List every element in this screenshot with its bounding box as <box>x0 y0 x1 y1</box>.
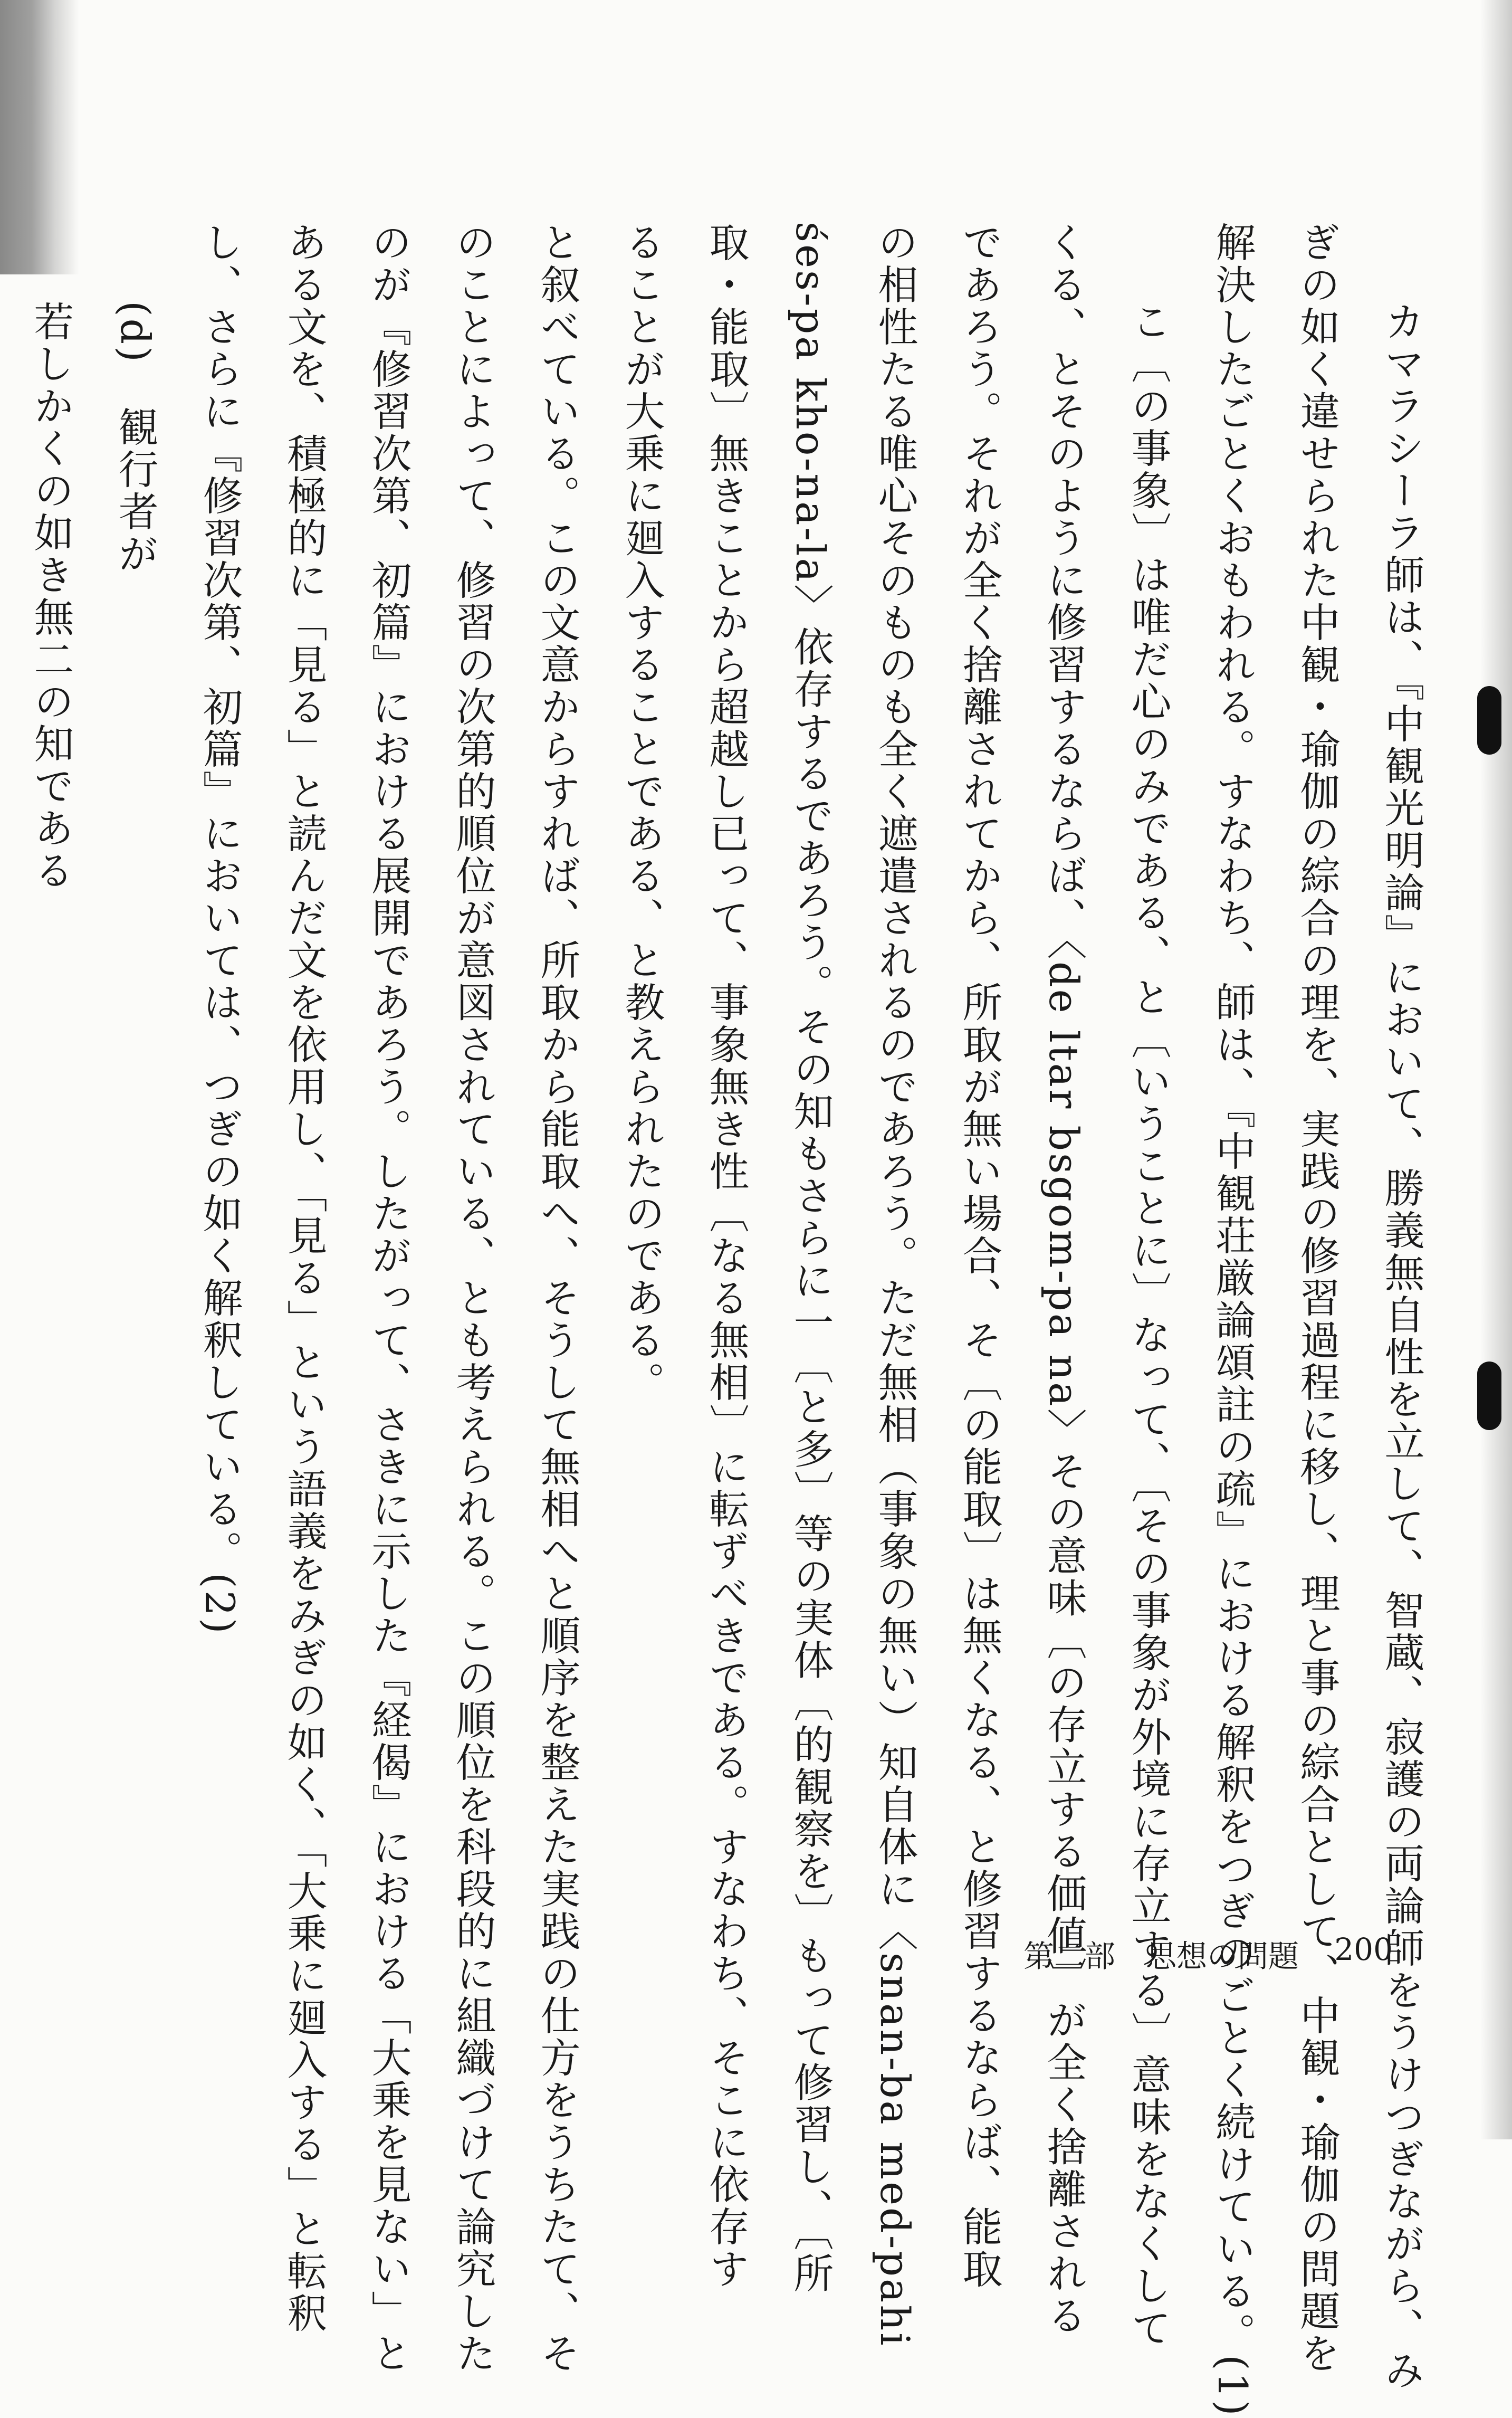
text-line: カマラシーラ師は、『中観光明論』において、勝義無自性を立して、智蔵、寂護の両論師をうけつぎながら、み <box>1378 301 1425 2392</box>
text-line: くる、とそのように修習するならば、〈de ltar bsgom-pa na〉その意味〔の存立する価値〕が全く捨離される <box>1040 222 1087 2337</box>
punch-hole-icon <box>1477 686 1501 755</box>
scan-shadow-right <box>1480 0 1512 2139</box>
page-footer <box>1023 1931 1393 1976</box>
text-line: (d) 観行者が <box>112 301 159 575</box>
text-line: 解決したごとくおもわれる。すなわち、師は、『中観荘厳論頌註の疏』における解釈をつぎのごとく続けている。(1) <box>1209 222 1256 2418</box>
punch-hole-icon <box>1477 1362 1501 1430</box>
text-line: ぎの如く違せられた中観・瑜伽の綜合の理を、実践の修習過程に移し、理と事の綜合として、中観・瑜伽の問題を <box>1294 222 1341 2375</box>
text-line: ることが大乗に廻入することである、と教えられたのである。 <box>618 222 665 1404</box>
text-line: し、さらに『修習次第、初篇』においては、つぎの如く解釈している。(2) <box>196 222 243 1636</box>
text-line: 取・能取〕無きことから超越し已って、事象無き性〔なる無相〕に転ずべきである。すなわち、そこに依存す <box>703 222 750 2290</box>
text-line: ある文を、積極的に「見る」と読んだ文を依用し、「見る」という語義をみぎの如く、「大乗に廻入する」と転釈 <box>281 222 328 2335</box>
text-line: 若しかくの如き無二の知である <box>27 301 74 892</box>
page-number: 200 <box>1334 1931 1393 1967</box>
running-header: 第二部 思想の問題 <box>1023 1938 1299 1974</box>
text-line: と叙べている。この文意からすれば、所取から能取へ、そうして無相へと順序を整えた実践の仕方をうちたて、そ <box>534 222 581 2375</box>
text-line: であろう。それが全く捨離されてから、所取が無い場合、そ〔の能取〕は無くなる、と修習するならば、能取 <box>956 222 1003 2290</box>
text-line <box>0 222 8 1963</box>
text-line: のことによって、修習の次第的順位が意図されている、とも考えられる。この順位を科段的に組織づけて論究した <box>449 222 496 2375</box>
text-line: のが『修習次第、初篇』における展開であろう。したがって、さきに示した『経偈』における「大乗を見ない」と <box>365 222 412 2375</box>
text-line: こ〔の事象〕は唯だ心のみである、と〔いうことに〕なって、〔その事象が外境に存立する〕意味をなくして <box>1125 301 1172 2349</box>
text-line: śes-pa kho-na-la〉依存するであろう。その知もさらに一〔と多〕等の実体〔的観察を〕もって修習し、〔所 <box>787 222 834 2295</box>
text-line: の相性たる唯心そのものも全く遮遣されるのであろう。ただ無相（事象の無い）知自体に〈snan-ba med-pahi <box>872 222 918 2348</box>
vertical-body-text <box>0 222 1443 2418</box>
